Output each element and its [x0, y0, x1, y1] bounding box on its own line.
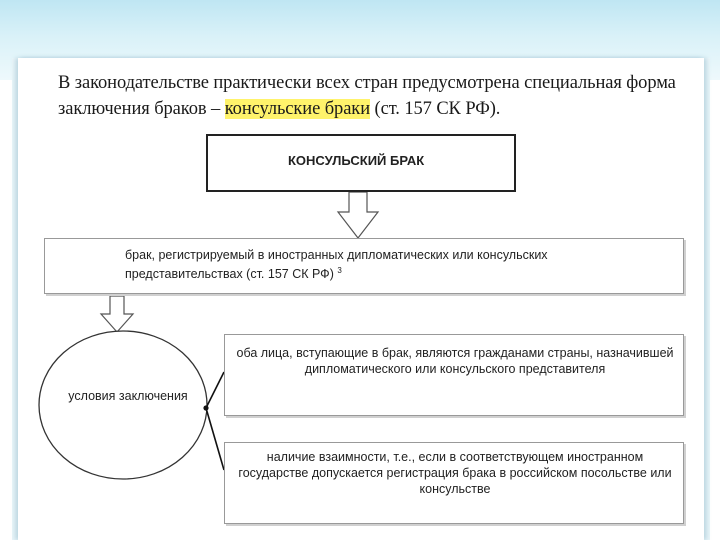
condition-text-2: наличие взаимности, т.е., если в соответствующем иностранном государстве допускается регистрация брака в российском посольстве или консульстве	[238, 450, 672, 496]
definition-text: брак, регистрируемый в иностранных дипломатических или консульских представительствах (ст. 157 СК РФ)	[125, 248, 548, 282]
intro-highlight: консульские браки	[224, 99, 370, 119]
connector-condition-2	[206, 408, 224, 470]
title-box	[206, 134, 516, 192]
condition-box-1	[224, 334, 684, 416]
condition-box-2	[224, 442, 684, 524]
definition-text-wrap	[125, 247, 645, 282]
intro-text-before: В законодательстве практически всех стран предусмотрена специальная форма заключения браков –	[58, 73, 676, 119]
intro-text-after: (ст. 157 СК РФ).	[370, 99, 501, 119]
conditions-label: условия заключения	[68, 389, 188, 403]
diagram-title: КОНСУЛЬСКИЙ БРАК	[288, 153, 425, 168]
definition-box	[44, 238, 684, 294]
arrow-title-to-definition	[338, 192, 378, 238]
connector-condition-1	[206, 372, 224, 408]
condition-text-1: оба лица, вступающие в брак, являются гражданами страны, назначившей дипломатического или консульского представителя	[236, 346, 674, 376]
definition-footnote: 3	[337, 266, 342, 275]
connector-node	[203, 405, 208, 410]
conditions-circle	[39, 331, 207, 479]
arrow-definition-to-conditions	[101, 296, 133, 332]
